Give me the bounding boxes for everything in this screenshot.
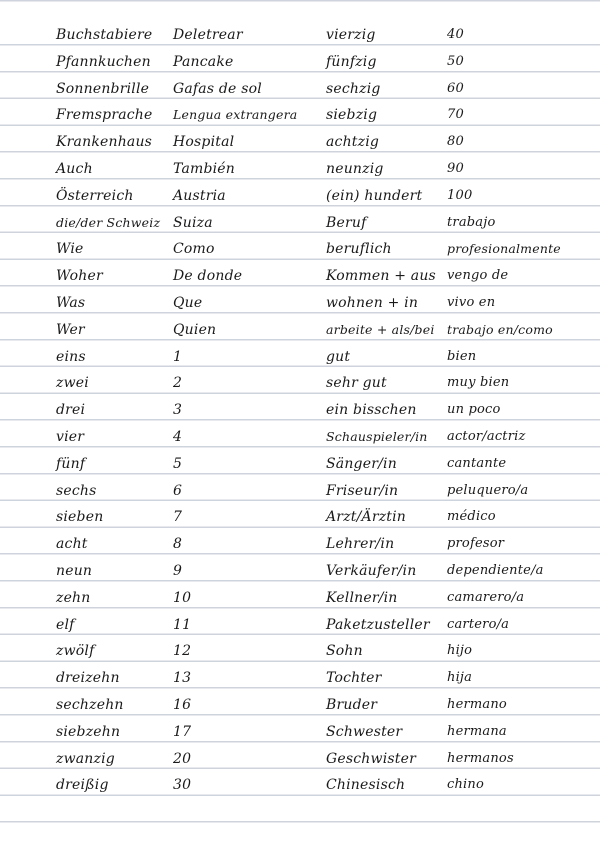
spanish-translation: 30: [173, 777, 192, 794]
vocab-row: [0, 265, 600, 291]
german-word-2: Paketzusteller: [326, 616, 430, 633]
german-word: elf: [56, 616, 75, 633]
german-word-2: Tochter: [326, 670, 382, 687]
spanish-translation-2: actor/actriz: [447, 429, 526, 444]
spanish-translation-2: médico: [447, 509, 496, 525]
spanish-translation-2: 40: [447, 27, 464, 42]
spanish-translation: 9: [173, 563, 183, 579]
german-word-2: Schauspieler/in: [326, 429, 428, 444]
german-word-2: Bruder: [326, 697, 378, 713]
spanish-translation: Suiza: [173, 214, 213, 231]
german-word: neun: [56, 563, 93, 579]
german-word-2: Beruf: [326, 214, 367, 231]
spanish-translation-2: un poco: [447, 402, 501, 418]
vocab-row: [0, 667, 600, 693]
spanish-translation-2: dependiente/a: [447, 563, 544, 578]
spanish-translation: Quien: [173, 321, 217, 338]
vocab-row: [0, 78, 600, 104]
vocab-row: [0, 51, 600, 77]
spanish-translation-2: 70: [447, 107, 464, 123]
vocab-row: [0, 238, 600, 264]
german-word-2: Sänger/in: [326, 455, 397, 472]
german-word: eins: [56, 348, 86, 365]
spanish-translation: 10: [173, 589, 192, 606]
spanish-translation: También: [173, 161, 236, 177]
spanish-translation-2: vengo de: [447, 268, 509, 284]
german-word: Auch: [56, 161, 93, 177]
spanish-translation: 4: [173, 429, 183, 445]
vocab-row: [0, 346, 600, 372]
german-word-2: siebzig: [326, 107, 378, 124]
vocab-row: [0, 721, 600, 747]
german-word-2: sehr gut: [326, 375, 387, 392]
spanish-translation: 7: [173, 509, 183, 526]
spanish-translation-2: hermanos: [447, 750, 514, 766]
vocab-row: [0, 131, 600, 157]
vocab-row: [0, 104, 600, 130]
vocab-row: [0, 158, 600, 184]
vocab-row: [0, 506, 600, 532]
german-word: sechs: [56, 482, 97, 499]
german-word-2: gut: [326, 348, 351, 365]
spanish-translation-2: hermana: [447, 723, 507, 739]
spanish-translation-2: profesionalmente: [447, 241, 561, 257]
spanish-translation: 5: [173, 455, 183, 472]
german-word-2: Schwester: [326, 723, 403, 740]
spanish-translation: 16: [173, 697, 192, 713]
spanish-translation-2: 50: [447, 53, 464, 69]
german-word-2: Geschwister: [326, 750, 416, 767]
spanish-translation: 6: [173, 482, 183, 499]
spanish-translation-2: 100: [447, 187, 473, 203]
vocab-row: [0, 292, 600, 318]
german-word-2: arbeite + als/bei: [326, 321, 435, 337]
vocab-row: [0, 399, 600, 425]
german-word: Woher: [56, 268, 103, 285]
spanish-translation-2: bien: [447, 348, 477, 364]
vocab-row: [0, 694, 600, 720]
german-word-2: ein bisschen: [326, 402, 417, 419]
spanish-translation: Hospital: [173, 134, 235, 151]
spanish-translation-2: 80: [447, 134, 464, 150]
german-word: siebzehn: [56, 723, 121, 740]
spanish-translation: 12: [173, 643, 192, 660]
german-word-2: fünfzig: [326, 53, 377, 70]
german-word-2: achtzig: [326, 134, 380, 151]
german-word-2: Verkäufer/in: [326, 563, 417, 579]
spanish-translation-2: camarero/a: [447, 589, 525, 605]
spanish-translation-2: vivo en: [447, 295, 496, 310]
german-word: Wie: [56, 241, 84, 258]
german-word-2: beruflich: [326, 241, 392, 258]
spanish-translation-2: hija: [447, 670, 473, 686]
german-word-2: neunzig: [326, 161, 384, 177]
vocab-row: [0, 560, 600, 586]
spanish-translation-2: hijo: [447, 643, 473, 659]
spanish-translation-2: 60: [447, 80, 464, 96]
german-word: Was: [56, 295, 86, 311]
german-word: vier: [56, 429, 85, 445]
vocab-row: [0, 185, 600, 211]
german-word: drei: [56, 402, 86, 419]
german-word: sieben: [56, 509, 104, 526]
spanish-translation-2: 90: [447, 161, 464, 176]
german-word-2: (ein) hundert: [326, 187, 423, 204]
german-word-2: Lehrer/in: [326, 536, 395, 553]
german-word-2: sechzig: [326, 80, 381, 97]
spanish-translation: De donde: [173, 268, 243, 285]
german-word: Österreich: [56, 187, 134, 204]
spanish-translation: Como: [173, 241, 215, 258]
german-word-2: Chinesisch: [326, 777, 406, 794]
german-word: acht: [56, 536, 88, 553]
spanish-translation: 3: [173, 402, 183, 419]
spanish-translation-2: trabajo: [447, 214, 496, 230]
spanish-translation: Gafas de sol: [173, 80, 262, 97]
vocab-row: [0, 640, 600, 666]
german-word: dreizehn: [56, 670, 120, 687]
german-word-2: Kellner/in: [326, 589, 398, 606]
vocab-row: [0, 24, 600, 50]
german-word: Pfannkuchen: [56, 53, 151, 70]
german-word: Sonnenbrille: [56, 80, 150, 97]
german-word: dreißig: [56, 777, 109, 794]
spanish-translation-2: trabajo en/como: [447, 321, 553, 337]
spanish-translation: 2: [173, 375, 183, 392]
german-word: zwölf: [56, 643, 95, 660]
vocab-row: [0, 587, 600, 613]
vocab-row: [0, 614, 600, 640]
vocab-row: [0, 426, 600, 452]
spanish-translation: 20: [173, 750, 192, 767]
german-word: Krankenhaus: [56, 134, 153, 151]
spanish-translation: Que: [173, 295, 203, 311]
german-word: sechzehn: [56, 697, 124, 713]
german-word-2: wohnen + in: [326, 295, 419, 311]
spanish-translation: 13: [173, 670, 192, 687]
vocab-row: [0, 533, 600, 559]
spanish-translation-2: cantante: [447, 455, 507, 471]
german-word: zwei: [56, 375, 89, 392]
spanish-translation-2: muy bien: [447, 375, 510, 391]
german-word-2: Friseur/in: [326, 482, 399, 499]
german-word: Wer: [56, 321, 85, 338]
german-word: Buchstabiere: [56, 27, 153, 43]
spanish-translation-2: peluquero/a: [447, 482, 529, 498]
spanish-translation-2: hermano: [447, 697, 507, 712]
german-word-2: vierzig: [326, 27, 376, 43]
spanish-translation: Austria: [173, 187, 226, 204]
spanish-translation: 17: [173, 723, 192, 740]
vocab-row: [0, 480, 600, 506]
spanish-translation: Deletrear: [173, 27, 243, 43]
german-word: fünf: [56, 455, 86, 472]
spanish-translation: 11: [173, 616, 192, 633]
vocab-row: [0, 319, 600, 345]
german-word-2: Arzt/Ärztin: [326, 509, 407, 526]
spanish-translation: 1: [173, 348, 183, 365]
german-word: die/der Schweiz: [56, 214, 161, 230]
spanish-translation: Pancake: [173, 53, 234, 70]
german-word: zwanzig: [56, 750, 115, 767]
spanish-translation: 8: [173, 536, 183, 553]
vocab-row: [0, 748, 600, 774]
german-word: Fremsprache: [56, 107, 153, 124]
spanish-translation-2: profesor: [447, 536, 505, 552]
spanish-translation: Lengua extrangera: [173, 107, 298, 123]
spanish-translation-2: cartero/a: [447, 616, 510, 632]
vocab-row: [0, 774, 600, 800]
vocab-row: [0, 212, 600, 238]
vocab-row: [0, 372, 600, 398]
vocab-row: [0, 453, 600, 479]
german-word-2: Kommen + aus: [326, 268, 436, 285]
german-word: zehn: [56, 589, 91, 606]
spanish-translation-2: chino: [447, 777, 485, 793]
german-word-2: Sohn: [326, 643, 363, 660]
